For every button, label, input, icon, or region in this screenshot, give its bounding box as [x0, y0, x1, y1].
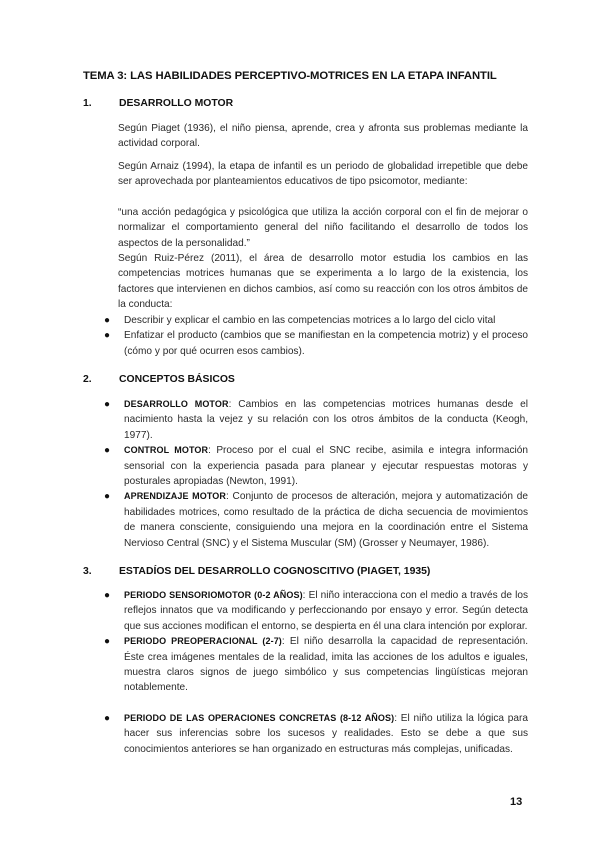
bullet-icon: ●	[104, 636, 111, 648]
bullet-icon: ●	[104, 315, 111, 326]
term: PERIODO SENSORIOMOTOR (0-2 AÑOS)	[124, 590, 303, 600]
bullet-icon: ●	[104, 445, 111, 457]
stages-list-continued	[104, 711, 528, 757]
section-title: DESARROLLO MOTOR	[119, 98, 234, 109]
section-title: ESTADÍOS DEL DESARROLLO COGNOSCITIVO (PIAGET, 1935)	[119, 566, 431, 577]
term: CONTROL MOTOR	[124, 445, 209, 456]
section-number: 3.	[83, 566, 92, 577]
term: APRENDIZAJE MOTOR	[124, 491, 226, 502]
page-title: TEMA 3: LAS HABILIDADES PERCEPTIVO-MOTRICES EN LA ETAPA INFANTIL	[83, 70, 497, 82]
list-item: ● CONTROL MOTOR: Proceso por el cual el SNC recibe, asimila e integra información sensorial con la experiencia pasada para planear y ejecutar respuestas motoras y posturales apropiadas (Newton, 1991).	[104, 445, 529, 488]
list-item: ● PERIODO SENSORIOMOTOR (0-2 AÑOS): El niño interacciona con el medio a través de los reflejos innatos que va modificando y perfeccionando por ensayo y error. Según detecta que sus acciones modifican el entorno, se despierta en él una clara intención por explorar.	[104, 590, 528, 632]
bullet-icon: ●	[104, 491, 111, 503]
section-number: 1.	[83, 98, 92, 109]
bullet-icon: ●	[104, 330, 111, 342]
paragraph: Según Arnaiz (1994), la etapa de infantil es un periodo de globalidad irrepetible que debe ser aprovechada por planteamientos educativos de tipo psicomotor, mediante:	[118, 161, 528, 188]
term: PERIODO PREOPERACIONAL (2-7)	[124, 636, 282, 647]
section-1-heading	[83, 98, 233, 109]
bullet-list	[104, 313, 528, 359]
list-item: ● PERIODO DE LAS OPERACIONES CONCRETAS (8-12 AÑOS): El niño utiliza la lógica para hacer sus inferencias sobre los sucesos y realidades. Esto se debe a que sus conocimientos anteriores se han organizado en estructuras más complejas, unificadas.	[104, 713, 528, 755]
page-number: 13	[510, 796, 523, 808]
term: PERIODO DE LAS OPERACIONES CONCRETAS (8-12 AÑOS)	[124, 713, 395, 723]
definition-list	[104, 397, 528, 551]
stages-list	[104, 588, 528, 696]
paragraph: Según Ruiz-Pérez (2011), el área de desarrollo motor estudia los cambios en las competencias motrices humanas que se experimenta a lo largo de la existencia, los factores que intervienen en dichos cambios, así como su reacción con los otros ámbitos de la conducta:	[118, 253, 528, 311]
section-2-heading	[83, 374, 235, 385]
quote-paragraph: “una acción pedagógica y psicológica que utiliza la acción corporal con el fin de mejorar o normalizar el comportamiento general del niño facilitando el desarrollo de todos los aspectos de la personalidad.”	[118, 207, 528, 249]
list-item: ● Enfatizar el producto (cambios que se manifiestan en la competencia motriz) y el proceso (cómo y por qué ocurren esos cambios).	[104, 330, 528, 357]
bullet-icon: ●	[104, 713, 111, 724]
list-item: ● DESARROLLO MOTOR: Cambios en las competencias motrices humanas desde el nacimiento hasta la vejez y su relación con los otros ámbitos de la conducta (Keogh, 1977).	[104, 399, 529, 441]
list-item: ● Describir y explicar el cambio en las competencias motrices a lo largo del ciclo vital	[104, 313, 528, 328]
bullet-icon: ●	[104, 590, 111, 601]
list-item: ● APRENDIZAJE MOTOR: Conjunto de procesos de alteración, mejora y automatización de habilidades motrices, como resultado de la práctica de dicha secuencia de movimientos de manera consciente, consiguiendo una mejora en la coordinación entre el Sistema Nervioso Central (SNC) y el Sistema Muscular (SM) (Grosser y Neumayer, 1986).	[104, 491, 528, 549]
section-3-heading	[83, 566, 430, 577]
section-title: CONCEPTOS BÁSICOS	[119, 374, 235, 385]
section-number: 2.	[83, 374, 92, 385]
paragraph: Según Piaget (1936), el niño piensa, aprende, crea y afronta sus problemas mediante la actividad corporal.	[118, 123, 528, 150]
bullet-icon: ●	[104, 399, 111, 410]
term: DESARROLLO MOTOR	[124, 399, 229, 409]
list-item: ● PERIODO PREOPERACIONAL (2-7): El niño desarrolla la capacidad de representación. Éste crea imágenes mentales de la realidad, imita las acciones de los adultos e iguales, muestra claros signos de juego simbólico y sus competencias lingüísticas mejoran notablemente.	[104, 636, 529, 694]
